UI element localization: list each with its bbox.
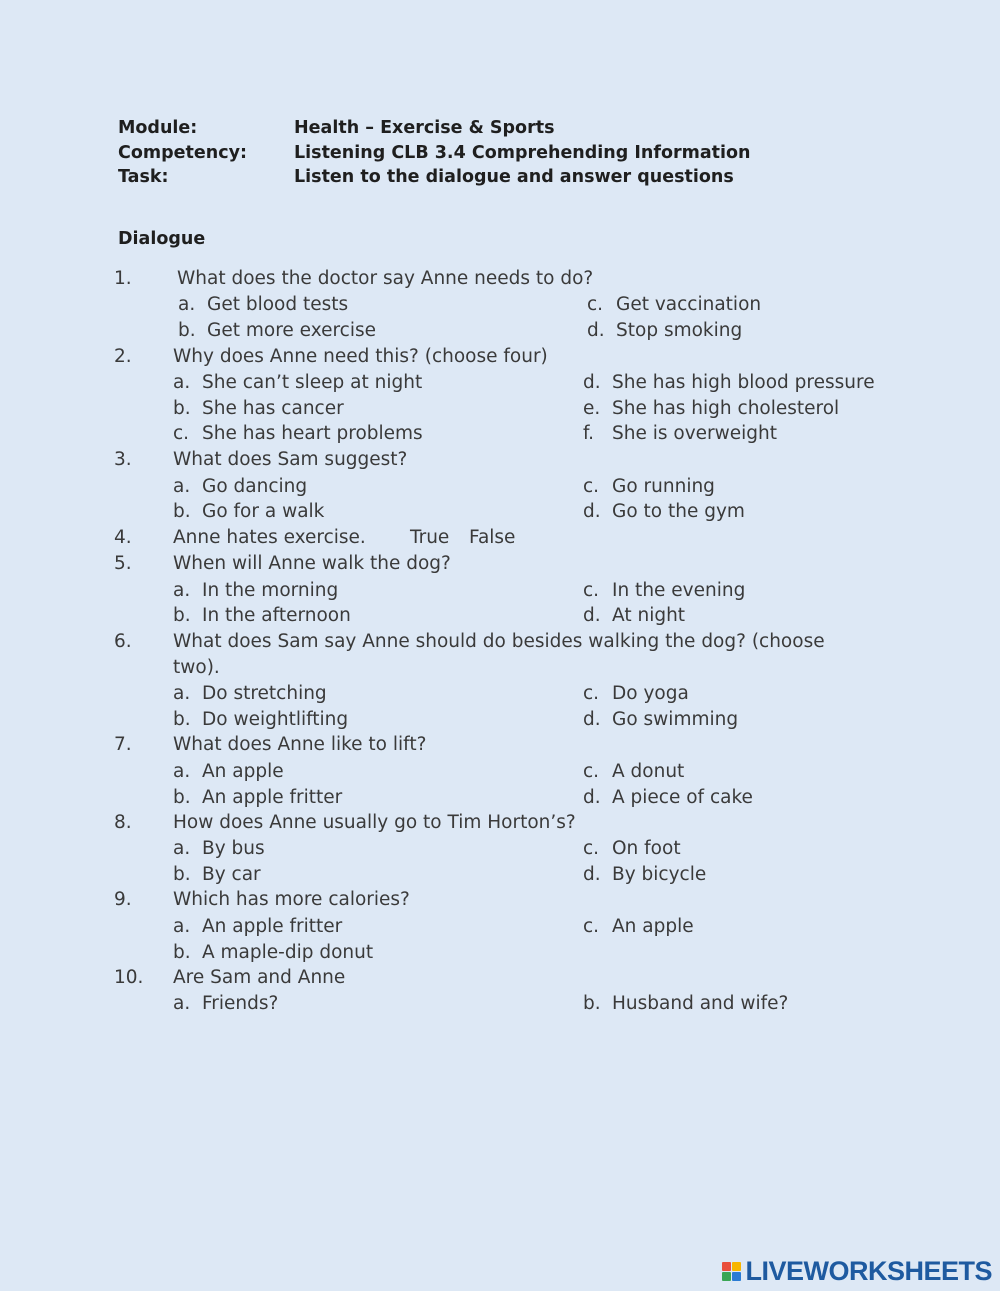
question-text: Why does Anne need this? (choose four) — [173, 346, 548, 367]
option[interactable] — [583, 786, 753, 810]
option-letter: b. — [178, 320, 196, 341]
option[interactable] — [583, 371, 875, 395]
option-letter: a. — [173, 580, 191, 601]
option-text: She has high cholesterol — [612, 398, 840, 419]
question-number: 3. — [114, 449, 132, 470]
option-text: Get vaccination — [616, 294, 762, 315]
option[interactable] — [583, 760, 684, 784]
option-text: Get blood tests — [207, 294, 349, 315]
option[interactable] — [583, 863, 706, 887]
option[interactable] — [583, 579, 745, 603]
option[interactable] — [583, 708, 738, 732]
option[interactable] — [173, 682, 327, 706]
option[interactable] — [587, 319, 742, 343]
option-text: Get more exercise — [207, 320, 377, 341]
option[interactable] — [173, 500, 324, 524]
false-option[interactable]: False — [469, 527, 516, 548]
option[interactable] — [173, 604, 351, 628]
liveworksheets-logo — [722, 1257, 992, 1285]
option-text: Do stretching — [202, 683, 327, 704]
option-letter: d. — [583, 372, 601, 393]
question-number: 6. — [114, 631, 132, 652]
option-text: At night — [612, 605, 686, 626]
option[interactable] — [583, 837, 681, 861]
option-letter: a. — [173, 916, 191, 937]
option-text: Go running — [612, 476, 715, 497]
option[interactable] — [173, 422, 423, 446]
option[interactable] — [583, 422, 777, 446]
section-title: Dialogue — [118, 229, 206, 249]
option-letter: d. — [583, 709, 601, 730]
question-text: Anne hates exercise. — [173, 527, 366, 548]
task-label: Task: — [118, 167, 169, 187]
option[interactable] — [173, 941, 373, 965]
true-option[interactable]: True — [410, 527, 450, 548]
option-letter: a. — [173, 993, 191, 1014]
option[interactable] — [173, 915, 342, 939]
option-letter: b. — [583, 993, 601, 1014]
option-text: A donut — [612, 761, 685, 782]
option-letter: b. — [173, 605, 191, 626]
option[interactable] — [583, 500, 745, 524]
option-text: Go for a walk — [202, 501, 325, 522]
option[interactable] — [173, 760, 284, 784]
option-text: An apple fritter — [202, 787, 343, 808]
option[interactable] — [583, 475, 715, 499]
option-letter: d. — [583, 605, 601, 626]
option-letter: b. — [173, 501, 191, 522]
module-label: Module: — [118, 118, 198, 138]
option-letter: b. — [173, 398, 191, 419]
option-text: She can’t sleep at night — [202, 372, 423, 393]
option[interactable] — [173, 863, 261, 887]
logo-block-yellow — [732, 1262, 741, 1271]
option-text: She is overweight — [612, 423, 778, 444]
question-text: How does Anne usually go to Tim Horton’s? — [173, 812, 576, 833]
option-text: Do yoga — [612, 683, 689, 704]
option-letter: c. — [583, 916, 600, 937]
option-text: On foot — [612, 838, 681, 859]
option[interactable] — [583, 992, 788, 1016]
question-text: When will Anne walk the dog? — [173, 553, 451, 574]
option-text: She has heart problems — [202, 423, 423, 444]
option-letter: c. — [583, 683, 600, 704]
logo-icon — [722, 1262, 741, 1281]
option-text: She has high blood pressure — [612, 372, 875, 393]
option-letter: a. — [173, 476, 191, 497]
option-letter: a. — [178, 294, 196, 315]
option-text: A maple-dip donut — [202, 942, 374, 963]
option[interactable] — [173, 579, 338, 603]
question-number: 2. — [114, 346, 132, 367]
option-letter: b. — [173, 787, 191, 808]
option-text: Stop smoking — [616, 320, 743, 341]
question-number: 8. — [114, 812, 132, 833]
option-letter: c. — [583, 476, 600, 497]
question-text: What does Sam say Anne should do besides walking the dog? (choose — [173, 631, 825, 652]
option[interactable] — [173, 786, 342, 810]
option[interactable] — [173, 992, 278, 1016]
option[interactable] — [583, 915, 694, 939]
question-number: 5. — [114, 553, 132, 574]
option-text: Go swimming — [612, 709, 739, 730]
option-letter: d. — [587, 320, 605, 341]
option-letter: b. — [173, 864, 191, 885]
logo-block-blue — [732, 1272, 741, 1281]
option-letter: c. — [583, 761, 600, 782]
question-text: What does the doctor say Anne needs to do? — [177, 268, 594, 289]
option[interactable] — [173, 371, 422, 395]
question-text: What does Anne like to lift? — [173, 734, 427, 755]
option-text: By bicycle — [612, 864, 707, 885]
module-value: Health – Exercise & Sports — [294, 118, 555, 138]
option-letter: b. — [173, 709, 191, 730]
option-letter: e. — [583, 398, 601, 419]
competency-label: Competency: — [118, 143, 247, 163]
question-text-continued: two). — [173, 657, 220, 678]
option[interactable] — [587, 293, 761, 317]
option[interactable] — [583, 397, 839, 421]
question-text: Are Sam and Anne — [173, 967, 346, 988]
option-text: An apple — [202, 761, 284, 782]
logo-block-red — [722, 1262, 731, 1271]
option-letter: c. — [583, 580, 600, 601]
logo-block-green — [722, 1272, 731, 1281]
question-number: 7. — [114, 734, 132, 755]
option[interactable] — [173, 397, 344, 421]
option-text: An apple — [612, 916, 694, 937]
option[interactable] — [178, 319, 376, 343]
option[interactable] — [583, 604, 685, 628]
option-text: Do weightlifting — [202, 709, 349, 730]
question-number: 1. — [114, 268, 132, 289]
competency-value: Listening CLB 3.4 Comprehending Information — [294, 143, 751, 163]
option-letter: c. — [587, 294, 604, 315]
question-number: 4. — [114, 527, 132, 548]
option-text: Husband and wife? — [612, 993, 789, 1014]
task-value: Listen to the dialogue and answer questions — [294, 167, 734, 187]
option-text: By bus — [202, 838, 265, 859]
option[interactable] — [173, 837, 265, 861]
option-letter: a. — [173, 372, 191, 393]
option-text: She has cancer — [202, 398, 344, 419]
option-text: Go dancing — [202, 476, 308, 497]
option-text: By car — [202, 864, 261, 885]
option-letter: d. — [583, 864, 601, 885]
option-letter: f. — [583, 423, 595, 444]
option-letter: a. — [173, 838, 191, 859]
option-text: In the evening — [612, 580, 746, 601]
question-number: 9. — [114, 889, 132, 910]
option-letter: a. — [173, 683, 191, 704]
option[interactable] — [178, 293, 348, 317]
option[interactable] — [173, 475, 307, 499]
option-text: Friends? — [202, 993, 279, 1014]
logo-text: LIVEWORKSHEETS — [745, 1255, 992, 1286]
option-text: An apple fritter — [202, 916, 343, 937]
option-letter: a. — [173, 761, 191, 782]
option-letter: d. — [583, 501, 601, 522]
option-text: In the morning — [202, 580, 339, 601]
question-text: What does Sam suggest? — [173, 449, 408, 470]
option[interactable] — [173, 708, 348, 732]
option-letter: c. — [173, 423, 190, 444]
option-letter: b. — [173, 942, 191, 963]
option-letter: c. — [583, 838, 600, 859]
option-text: In the afternoon — [202, 605, 351, 626]
option-text: A piece of cake — [612, 787, 753, 808]
question-text: Which has more calories? — [173, 889, 410, 910]
option-letter: d. — [583, 787, 601, 808]
question-number: 10. — [114, 967, 144, 988]
option[interactable] — [583, 682, 689, 706]
option-text: Go to the gym — [612, 501, 745, 522]
